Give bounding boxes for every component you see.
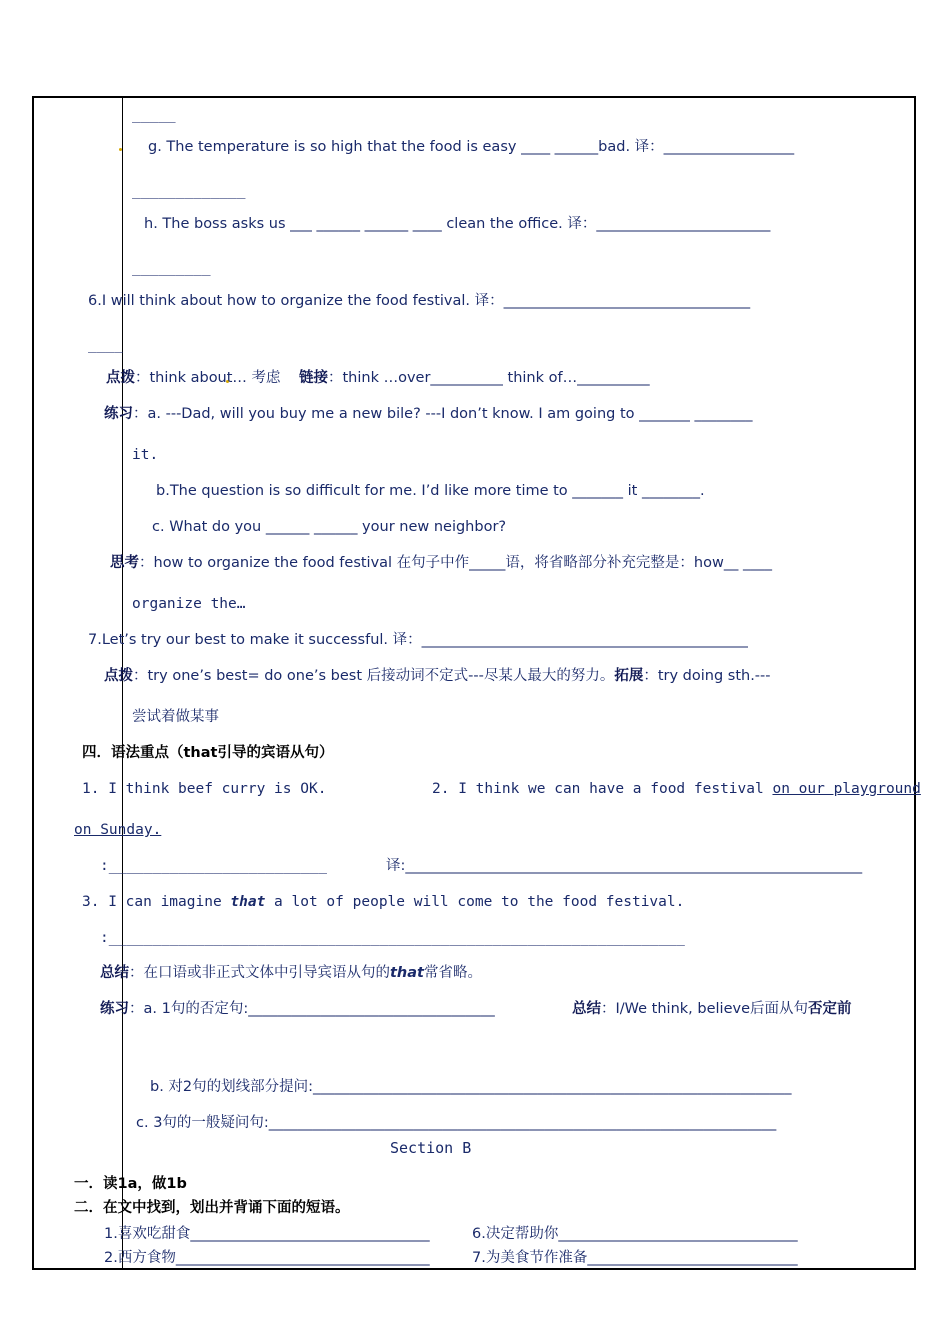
- grammar-1-translation: :_________________________: [100, 858, 327, 874]
- blank-line: _____: [132, 107, 176, 123]
- grammar-2-cont: on Sunday.: [74, 822, 162, 838]
- extension-label: 拓展: [614, 668, 644, 684]
- section-b-item-2: 二．在文中找到，划出并背诵下面的短语。: [74, 1200, 350, 1216]
- phrase-6: 6.决定帮助你_________________________________: [472, 1226, 798, 1242]
- tip-7: 点拨：try one’s best= do one’s best 后接动词不定式---尽某人最大的努力。拓展：try doing sth.---: [104, 668, 771, 684]
- blank-line: _________: [132, 260, 211, 276]
- practice-label: 练习: [100, 1001, 129, 1017]
- sentence-7: 7.Let’s try our best to make it successful. 译：_____________________________________________: [88, 632, 748, 648]
- summary-1: 总结：在口语或非正式文体中引导宾语从句的that常省略。: [100, 965, 482, 981]
- phrase-2: 2.西方食物___________________________________: [104, 1250, 430, 1266]
- grammar-heading: 四．语法重点（that引导的宾语从句）: [82, 745, 334, 761]
- grammar-3-translation: :__________________________________________________________________: [100, 930, 685, 946]
- sentence-6: 6.I will think about how to organize the food festival. 译：__________________________________: [88, 293, 751, 309]
- blank-line: ____: [88, 337, 123, 353]
- extension-cont: 尝试着做某事: [132, 709, 219, 725]
- think-note: 思考：how to organize the food festival 在句子中作_____语，将省略部分补充完整是：how__ ____: [110, 555, 772, 571]
- tip-label: 点拨: [106, 370, 135, 386]
- practice-6b: b.The question is so difficult for me. I’d like more time to _______ it ________.: [156, 483, 705, 499]
- think-label: 思考: [110, 555, 139, 571]
- link-label: 链接: [298, 370, 328, 386]
- summary-label: 总结: [100, 965, 129, 981]
- practice-a: 练习：a. 1句的否定句:__________________________________: [100, 1001, 495, 1017]
- practice-6c: c. What do you ______ ______ your new neighbor?: [152, 519, 507, 535]
- grammar-3: 3. I can imagine that a lot of people will come to the food festival.: [82, 894, 685, 910]
- practice-c: c. 3句的一般疑问句:______________________________________________________________________: [136, 1115, 777, 1131]
- phrase-1: 1.喜欢吃甜食_________________________________: [104, 1226, 430, 1242]
- tip-6: 点拨：think about… 考虑 链接：think …over__________ think of…__________: [106, 370, 650, 386]
- grammar-2: 2. I think we can have a food festival on our playground: [432, 781, 921, 797]
- section-b-item-1: 一．读1a，做1b: [74, 1176, 187, 1192]
- exercise-h: h. The boss asks us ___ ______ ______ ____ clean the office. 译：________________________: [144, 216, 771, 232]
- practice-6a: 练习：a. ---Dad, will you buy me a new bile? ---I don’t know. I am going to _______ ________: [104, 406, 753, 422]
- grammar-1: 1. I think beef curry is OK.: [82, 781, 327, 797]
- exercise-g: g. The temperature is so high that the food is easy ____ ______bad. 译：__________________: [148, 139, 795, 155]
- marker-dot: [119, 148, 122, 151]
- practice-b: b. 对2句的划线部分提问:__________________________________________________________________: [150, 1079, 792, 1095]
- summary-2: 总结：I/We think, believe后面从句否定前: [572, 1001, 852, 1017]
- think-cont: organize the…: [132, 596, 246, 612]
- summary-label: 总结: [572, 1001, 601, 1017]
- blank-line: _____________: [132, 183, 246, 199]
- tip-label: 点拨: [104, 668, 133, 684]
- section-b-title: Section B: [390, 1139, 472, 1157]
- grammar-2-translation: 译:_______________________________________________________________: [386, 858, 863, 874]
- practice-label: 练习: [104, 406, 133, 422]
- phrase-7: 7.为美食节作准备_____________________________: [472, 1250, 798, 1266]
- practice-6a-cont: it.: [132, 447, 159, 463]
